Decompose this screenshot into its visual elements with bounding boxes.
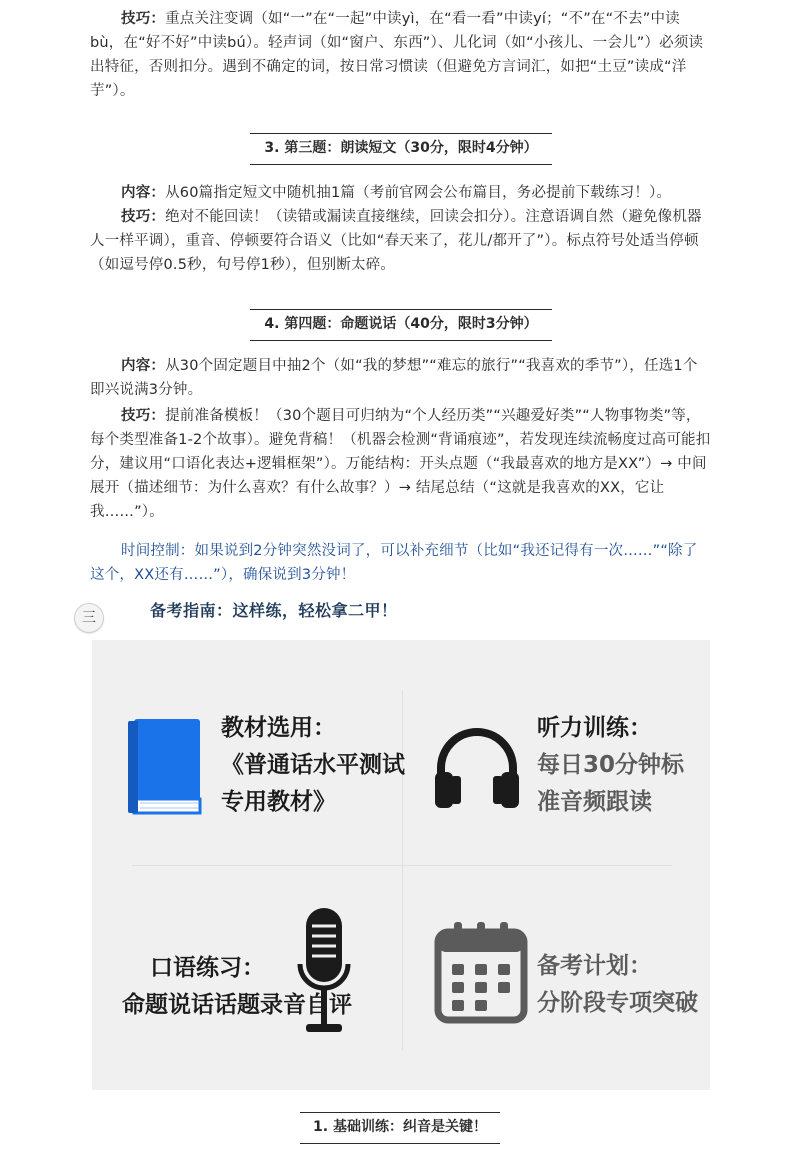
content-text: 从30个固定题目中抽2个（如“我的梦想”“难忘的旅行”“我喜欢的季节”），任选1个即兴说满3分钟。 [90, 358, 698, 398]
plan-text [537, 948, 698, 1022]
tips-label: 技巧： [121, 209, 166, 225]
tips-label: 技巧： [121, 11, 166, 27]
content-paragraph-section3 [90, 181, 712, 205]
tips-text: 重点关注变调（如“一”在“一起”中读yì，在“看一看”中读yí；“不”在“不去”中读bù，在“好不好”中读bú）。轻声词（如“窗户、东西”）、儿化词（如“小孩儿、一会儿”）必须读出特征，否则扣分。遇到不确定的词，按日常习惯读（但避免方言词汇，如把“土豆”读成“洋芋”）。 [90, 11, 704, 99]
textbook-text [221, 710, 405, 821]
study-guide-infographic [92, 640, 710, 1090]
speaking-line2: 命题说话话题录音自评 [122, 992, 352, 1018]
tips-paragraph-section2 [90, 7, 712, 103]
tips-paragraph-section4 [90, 404, 712, 524]
section-number-icon: 三 [75, 604, 103, 632]
listening-title: 听力训练： [537, 715, 652, 741]
tips-paragraph-section3 [90, 205, 712, 277]
textbook-line3: 专用教材》 [221, 789, 336, 815]
listening-line2: 每日30分钟标 [537, 752, 685, 778]
content-paragraph-section4 [90, 354, 712, 402]
content-label: 内容： [121, 358, 166, 374]
plan-line2: 分阶段专项突破 [537, 990, 698, 1016]
next-section-heading: 1. 基础训练：纠音是关键！ [300, 1112, 500, 1144]
plan-title: 备考计划： [537, 953, 652, 979]
tips-label: 技巧： [121, 408, 166, 424]
divider-horizontal [132, 865, 672, 866]
tips-text: 绝对不能回读！（读错或漏读直接继续，回读会扣分）。注意语调自然（避免像机器人一样平调），重音、停顿要符合语义（比如“春天来了，花儿/都开了”）。标点符号处适当停顿（如逗号停0.5秒，句号停1秒），但别断太碎。 [90, 209, 702, 273]
speaking-title: 口语练习： [150, 955, 265, 981]
listening-text [537, 710, 684, 821]
speaking-text [122, 950, 352, 1024]
calendar-icon [434, 920, 528, 1024]
content-text: 从60篇指定短文中随机抽1篇（考前官网会公布篇目，务必提前下载练习！）。 [165, 185, 672, 201]
content-label: 内容： [121, 185, 166, 201]
time-control-paragraph: 时间控制：如果说到2分钟突然没词了，可以补充细节（比如“我还记得有一次……”“除了这个，XX还有……”），确保说到3分钟！ [90, 543, 698, 583]
listening-line3: 准音频跟读 [537, 789, 652, 815]
textbook-line2: 《普通话水平测试 [221, 752, 405, 778]
headphones-icon [431, 722, 523, 814]
section4-heading: 4. 第四题：命题说话（40分，限时3分钟） [250, 309, 552, 341]
guide-title: 备考指南：这样练，轻松拿二甲！ [150, 601, 398, 620]
textbook-title: 教材选用： [221, 715, 336, 741]
section3-heading: 3. 第三题：朗读短文（30分，限时4分钟） [250, 133, 552, 165]
tips-text: 提前准备模板！（30个题目可归纳为“个人经历类”“兴趣爱好类”“人物事物类”等，每个类型准备1-2个故事）。避免背稿！（机器会检测“背诵痕迹”，若发现连续流畅度过高可能扣分，建议用“口语化表达+逻辑框架”）。万能结构：开头点题（“我最喜欢的地方是XX”）→ 中间展开（描述细节：为什么喜欢？有什么故事？）→ 结尾总结（“这就是我喜欢的XX，它让我……”）。 [90, 408, 711, 520]
blue-book-icon [126, 717, 204, 817]
